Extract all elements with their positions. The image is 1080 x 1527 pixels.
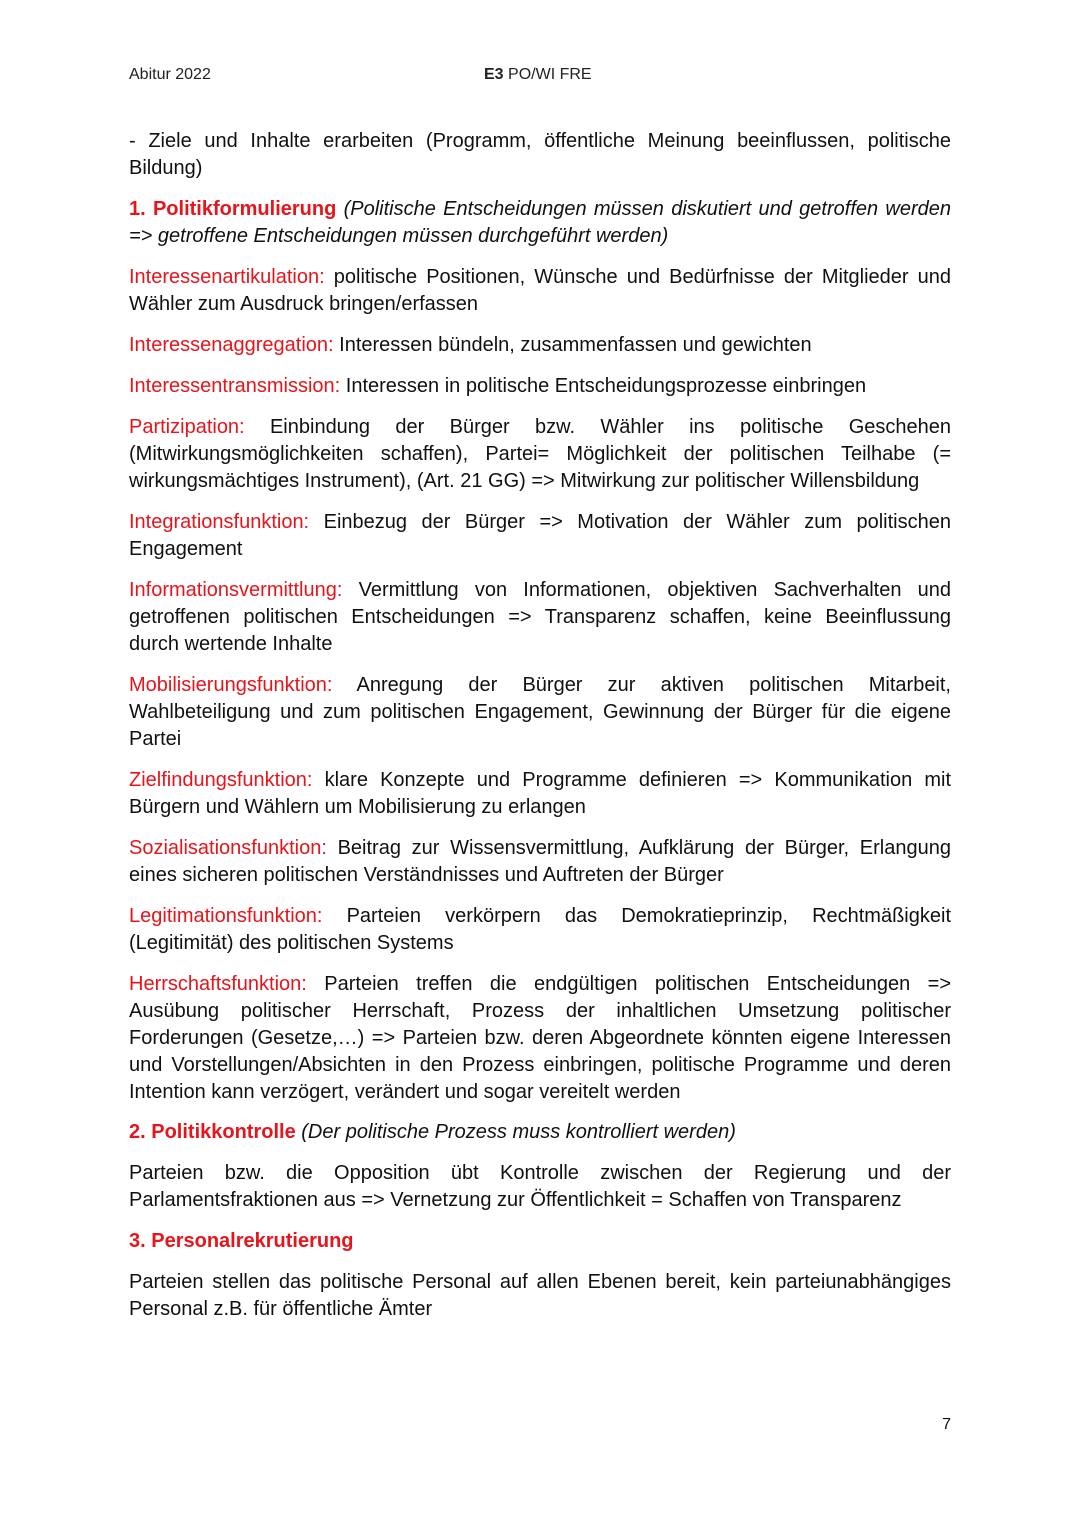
section-2-note: (Der politische Prozess muss kontrolliert werden) — [295, 1121, 736, 1143]
item-text: Einbezug der Bürger => Motivation der Wähler zum politischen Engagement — [129, 511, 951, 560]
item-term: Herrschaftsfunktion: — [129, 973, 307, 995]
item-text: klare Konzepte und Programme definieren => Kommunikation mit Bürgern und Wählern um Mobilisierung zu erlangen — [129, 769, 951, 818]
item-term: Sozialisationsfunktion: — [129, 837, 327, 859]
section-1-heading — [129, 196, 951, 250]
page-number: 7 — [942, 1416, 951, 1433]
item-term: Legitimationsfunktion: — [129, 905, 323, 927]
section-3-text: Parteien stellen das politische Personal auf allen Ebenen bereit, kein parteiunabhängiges Personal z.B. für öffentliche Ämter — [129, 1271, 951, 1320]
item-text: Parteien treffen die endgültigen politischen Entscheidungen => Ausübung politischer Herrschaft, Prozess der inhaltlichen Umsetzung politischer Forderungen (Gesetze,…) => Parteien bzw. deren Abgeordnete könnten eigene Interessen und Vorstellungen/Absichten in den Prozess einbringen, politische Programme und deren Intention kann verzögert, verändert und sogar vereitelt werden — [129, 973, 951, 1103]
item-term: Interessentransmission: — [129, 375, 341, 397]
header-center-rest: PO/WI FRE — [503, 66, 592, 83]
header-left: Abitur 2022 — [129, 66, 211, 83]
page-content — [129, 128, 951, 1337]
section-3-title: 3. Personalrekrutierung — [129, 1230, 354, 1252]
item-text: Einbindung der Bürger bzw. Wähler ins politische Geschehen (Mitwirkungsmöglichkeiten schaffen), Partei= Möglichkeit der politischen Teilhabe (= wirkungsmächtiges Instrument), (Art. 21 GG) => Mitwirkung zur politischer Willensbildung — [129, 416, 951, 492]
section-1-note: (Politische Entscheidungen müssen diskutiert und getroffen werden => getroffene Entscheidungen müssen durchgeführt werden) — [129, 198, 952, 247]
item-herrschaftsfunktion — [129, 971, 951, 1106]
page-header — [129, 66, 951, 90]
header-center — [484, 66, 592, 84]
item-term: Integrationsfunktion: — [129, 511, 310, 533]
item-legitimationsfunktion — [129, 903, 951, 957]
section-2-heading — [129, 1119, 951, 1146]
section-1-title: 1. Politikformulierung — [129, 198, 337, 220]
item-text: Anregung der Bürger zur aktiven politischen Mitarbeit, Wahlbeteiligung und zum politischen Engagement, Gewinnung der Bürger für die eigene Partei — [129, 674, 951, 750]
item-zielfindungsfunktion — [129, 767, 951, 821]
item-interessentransmission — [129, 373, 951, 400]
item-text: Interessen bündeln, zusammenfassen und gewichten — [333, 334, 812, 356]
item-informationsvermittlung — [129, 577, 951, 658]
item-text: politische Positionen, Wünsche und Bedürfnisse der Mitglieder und Wähler zum Ausdruck bringen/erfassen — [129, 266, 951, 315]
item-mobilisierungsfunktion — [129, 672, 951, 753]
item-integrationsfunktion — [129, 509, 951, 563]
item-term: Zielfindungsfunktion: — [129, 769, 313, 791]
item-term: Mobilisierungsfunktion: — [129, 674, 333, 696]
item-term: Interessenaggregation: — [129, 334, 334, 356]
section-2-title: 2. Politikkontrolle — [129, 1121, 296, 1143]
item-interessenaggregation — [129, 332, 951, 359]
item-term: Informationsvermittlung: — [129, 579, 343, 601]
item-term: Interessenartikulation: — [129, 266, 325, 288]
intro-paragraph: - Ziele und Inhalte erarbeiten (Programm, öffentliche Meinung beeinflussen, politische Bildung) — [129, 130, 951, 179]
item-term: Partizipation: — [129, 416, 245, 438]
item-text: Parteien verkörpern das Demokratieprinzip, Rechtmäßigkeit (Legitimität) des politischen Systems — [129, 905, 951, 954]
item-text: Interessen in politische Entscheidungsprozesse einbringen — [340, 375, 867, 397]
item-text: Beitrag zur Wissensvermittlung, Aufklärung der Bürger, Erlangung eines sicheren politischen Verständnisses und Auftreten der Bürger — [129, 837, 951, 886]
item-partizipation — [129, 414, 951, 495]
item-text: Vermittlung von Informationen, objektiven Sachverhalten und getroffenen politischen Entscheidungen => Transparenz schaffen, keine Beeinflussung durch wertende Inhalte — [129, 579, 951, 655]
item-sozialisationsfunktion — [129, 835, 951, 889]
header-center-bold: E3 — [484, 66, 504, 83]
section-3-heading — [129, 1228, 951, 1255]
item-interessenartikulation — [129, 264, 951, 318]
section-2-text: Parteien bzw. die Opposition übt Kontrolle zwischen der Regierung und der Parlamentsfraktionen aus => Vernetzung zur Öffentlichkeit = Schaffen von Transparenz — [129, 1162, 951, 1211]
